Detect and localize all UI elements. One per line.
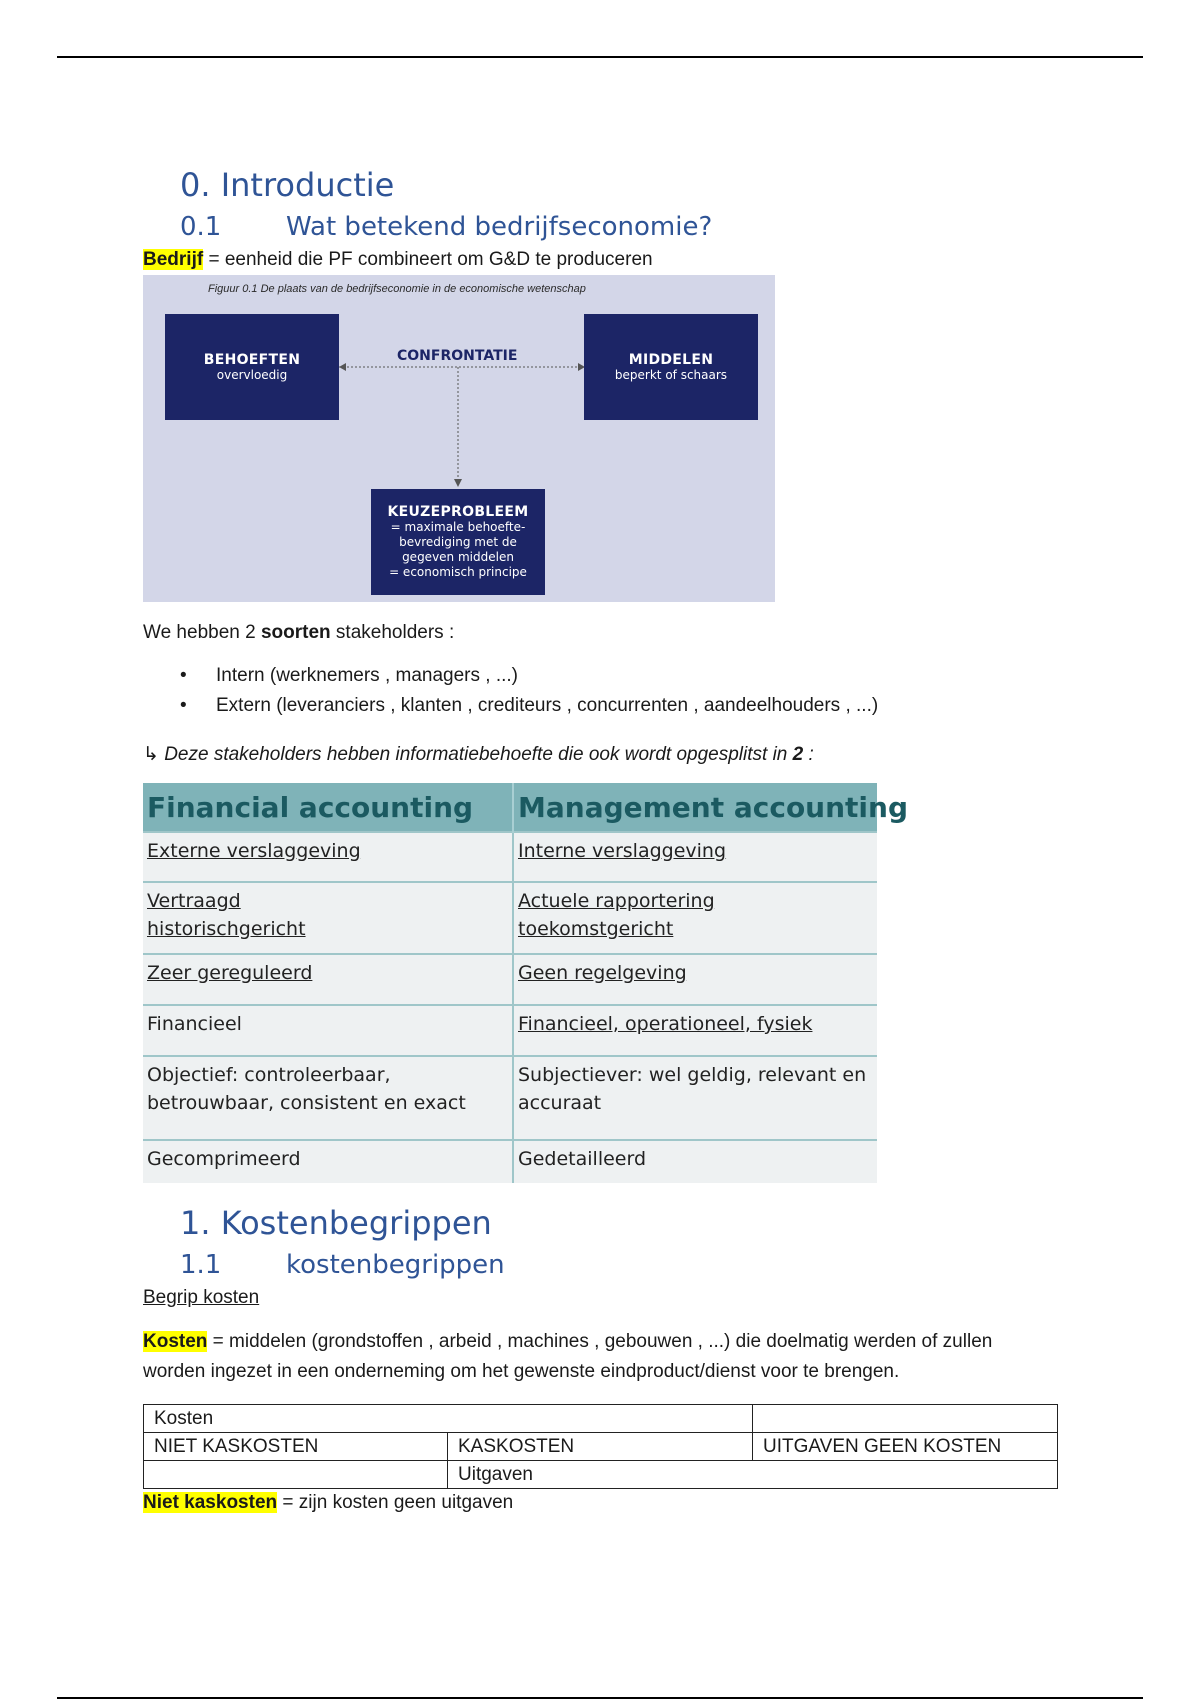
behoeften-title: BEHOEFTEN bbox=[203, 351, 301, 368]
table-cell bbox=[144, 1461, 448, 1489]
list-item-text: Extern (leveranciers , klanten , crediteurs , concurrenten , aandeelhouders , ...) bbox=[216, 695, 879, 716]
table-row bbox=[143, 1005, 877, 1056]
kosten-definition bbox=[143, 1327, 992, 1387]
confrontatie-label: CONFRONTATIE bbox=[397, 348, 518, 364]
niet-kaskosten-term: Niet kaskosten bbox=[143, 1492, 278, 1513]
table-cell: Financieel, operationeel, fysiek bbox=[513, 1005, 877, 1056]
header-financial: Financial accounting bbox=[143, 783, 513, 832]
table-row bbox=[143, 882, 877, 954]
bullet-icon: • bbox=[180, 695, 187, 716]
table-cell bbox=[753, 1405, 1058, 1433]
table-cell: KASKOSTEN bbox=[448, 1433, 753, 1461]
table-cell: Actuele rapportering toekomstgericht bbox=[513, 882, 877, 954]
bedrijf-term: Bedrijf bbox=[143, 249, 204, 270]
table-cell: Uitgaven bbox=[448, 1461, 1058, 1489]
bedrijf-def: = eenheid die PF combineert om G&D te produceren bbox=[203, 249, 653, 270]
table-cell: Subjectiever: wel geldig, relevant en accuraat bbox=[513, 1056, 877, 1140]
list-item bbox=[180, 691, 878, 721]
table-cell: Geen regelgeving bbox=[513, 954, 877, 1005]
behoeften-box bbox=[165, 314, 339, 420]
middelen-box bbox=[584, 314, 758, 420]
table-row bbox=[143, 832, 877, 882]
subheading-number: 1.1 bbox=[180, 1250, 222, 1280]
table-row bbox=[143, 1140, 877, 1183]
heading-introductie: 0. Introductie bbox=[180, 166, 395, 204]
keuzeprobleem-line: gegeven middelen bbox=[402, 550, 514, 564]
subheading-number: 0.1 bbox=[180, 212, 222, 242]
economics-figure bbox=[143, 275, 775, 602]
subheading-text: kostenbegrippen bbox=[286, 1250, 505, 1280]
kosten-table bbox=[143, 1404, 1058, 1489]
table-cell: UITGAVEN GEEN KOSTEN bbox=[753, 1433, 1058, 1461]
info-pre: ↳ Deze stakeholders hebben informatiebehoefte die ook wordt opgesplitst in bbox=[143, 744, 793, 765]
info-need-line bbox=[143, 740, 814, 770]
figure-caption: Figuur 0.1 De plaats van de bedrijfseconomie in de economische wetenschap bbox=[208, 283, 586, 295]
top-rule bbox=[57, 56, 1143, 58]
table-cell: Gecomprimeerd bbox=[143, 1140, 513, 1183]
table-row bbox=[144, 1433, 1058, 1461]
accounting-table bbox=[143, 783, 909, 1183]
niet-kaskosten-definition bbox=[143, 1488, 513, 1518]
bedrijf-definition bbox=[143, 245, 653, 275]
table-row bbox=[143, 954, 877, 1005]
table-header-row bbox=[143, 783, 877, 832]
heading-kostenbegrippen: 1. Kostenbegrippen bbox=[180, 1204, 492, 1242]
header-management: Management accounting bbox=[513, 783, 877, 832]
table-cell: Gedetailleerd bbox=[513, 1140, 877, 1183]
kosten-def-line1: = middelen (grondstoffen , arbeid , machines , gebouwen , ...) die doelmatig werden of zullen bbox=[207, 1331, 993, 1352]
table-cell: Financieel bbox=[143, 1005, 513, 1056]
table-row bbox=[144, 1405, 1058, 1433]
intro-pre: We hebben 2 bbox=[143, 622, 261, 643]
kosten-def-line2: worden ingezet in een onderneming om het gewenste eindproduct/dienst voor te brengen. bbox=[143, 1361, 900, 1382]
table-cell: Zeer gereguleerd bbox=[143, 954, 513, 1005]
stakeholder-list bbox=[180, 661, 878, 721]
middelen-title: MIDDELEN bbox=[628, 351, 714, 368]
table-cell: Externe verslaggeving bbox=[143, 832, 513, 882]
bullet-icon: • bbox=[180, 665, 187, 686]
keuzeprobleem-line: bevrediging met de bbox=[399, 535, 517, 549]
list-item-text: Intern (werknemers , managers , ...) bbox=[216, 665, 518, 686]
kosten-term: Kosten bbox=[143, 1331, 208, 1352]
table-cell: Interne verslaggeving bbox=[513, 832, 877, 882]
table-cell: Kosten bbox=[144, 1405, 753, 1433]
begrip-kosten-label: Begrip kosten bbox=[143, 1287, 260, 1308]
table-cell: Objectief: controleerbaar, betrouwbaar, consistent en exact bbox=[143, 1056, 513, 1140]
subheading-text: Wat betekend bedrijfseconomie? bbox=[286, 212, 713, 242]
info-bold: 2 bbox=[792, 744, 804, 765]
table-cell: NIET KASKOSTEN bbox=[144, 1433, 448, 1461]
stakeholders-intro bbox=[143, 618, 454, 648]
intro-post: stakeholders : bbox=[330, 622, 455, 643]
list-item bbox=[180, 661, 878, 691]
keuzeprobleem-title: KEUZEPROBLEEM bbox=[387, 504, 529, 520]
middelen-sub: beperkt of schaars bbox=[614, 367, 728, 382]
keuzeprobleem-line: = maximale behoefte- bbox=[390, 520, 526, 534]
subheading-0-1 bbox=[180, 214, 712, 240]
table-cell: Vertraagd historischgericht bbox=[143, 882, 513, 954]
table-row bbox=[143, 1056, 877, 1140]
keuzeprobleem-box bbox=[371, 489, 545, 595]
behoeften-sub: overvloedig bbox=[216, 367, 288, 382]
bottom-rule bbox=[57, 1697, 1143, 1699]
info-post: : bbox=[803, 744, 814, 765]
niet-kaskosten-def: = zijn kosten geen uitgaven bbox=[277, 1492, 514, 1513]
table-row bbox=[144, 1461, 1058, 1489]
keuzeprobleem-line: = economisch principe bbox=[389, 565, 527, 579]
intro-bold: soorten bbox=[260, 622, 331, 643]
subheading-1-1 bbox=[180, 1252, 505, 1278]
